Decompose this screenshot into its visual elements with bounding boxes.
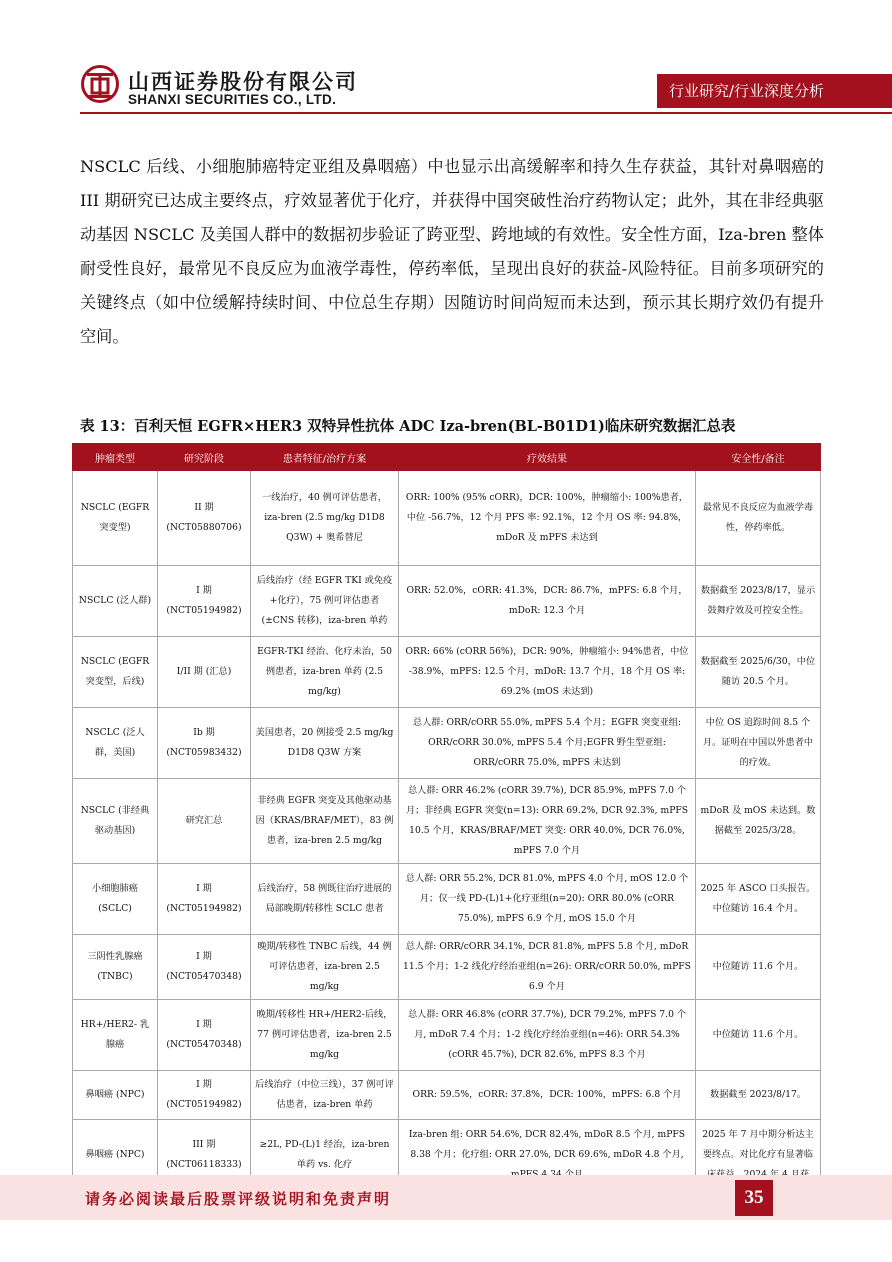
table-row [73, 864, 821, 935]
clinical-data-table [72, 443, 821, 1191]
cell-safety: 中位随访 11.6 个月。 [696, 1000, 821, 1071]
cell-phase: I 期 (NCT05194982) [158, 1071, 251, 1120]
table-row [73, 935, 821, 1000]
page-header [0, 0, 892, 120]
cell-patients: EGFR-TKI 经治、化疗未治，50 例患者，iza-bren 单药 (2.5 mg/kg) [251, 637, 399, 708]
col-header-patients: 患者特征/治疗方案 [251, 444, 399, 471]
cell-phase: I/II 期 (汇总) [158, 637, 251, 708]
table-row [73, 708, 821, 779]
cell-phase: III 期 (NCT06118333) [158, 1120, 251, 1191]
cell-phase: I 期 (NCT05194982) [158, 566, 251, 637]
cell-phase: 研究汇总 [158, 779, 251, 864]
cell-efficacy: ORR: 66% (cORR 56%)，DCR: 90%，肿瘤缩小: 94%患者，中位 -38.9%，mPFS: 12.5 个月，mDoR: 13.7 个月，18 个月 OS 率: 69.2% (mOS 未达到) [399, 637, 696, 708]
cell-patients: 后线治疗（中位三线），37 例可评估患者，iza-bren 单药 [251, 1071, 399, 1120]
cell-efficacy: ORR: 52.0%，cORR: 41.3%，DCR: 86.7%，mPFS: 6.8 个月，mDoR: 12.3 个月 [399, 566, 696, 637]
page-number: 35 [735, 1180, 773, 1216]
cell-patients: 晚期/转移性 TNBC 后线，44 例可评估患者，iza-bren 2.5 mg/kg [251, 935, 399, 1000]
cell-safety: 中位随访 11.6 个月。 [696, 935, 821, 1000]
cell-safety: 数据截至 2023/8/17，显示鼓舞疗效及可控安全性。 [696, 566, 821, 637]
company-name-en: SHANXI SECURITIES CO., LTD. [128, 92, 337, 107]
col-header-safety: 安全性/备注 [696, 444, 821, 471]
cell-patients: 一线治疗，40 例可评估患者，iza-bren (2.5 mg/kg D1D8 Q3W) + 奥希替尼 [251, 471, 399, 566]
cell-patients: ≥2L, PD-(L)1 经治，iza-bren 单药 vs. 化疗 [251, 1120, 399, 1191]
section-label: 行业研究/行业深度分析 [657, 74, 892, 108]
table-row [73, 637, 821, 708]
cell-efficacy: 总人群: ORR 46.8% (cORR 37.7%), DCR 79.2%, mPFS 7.0 个月, mDoR 7.4 个月；1-2 线化疗经治亚组(n=46): ORR 54.3% (cORR 45.7%), DCR 82.6%, mPFS 8.3 个月 [399, 1000, 696, 1071]
cell-tumor: NSCLC (泛人群，美国) [73, 708, 158, 779]
cell-phase: Ib 期 (NCT05983432) [158, 708, 251, 779]
cell-efficacy: ORR: 59.5%，cORR: 37.8%，DCR: 100%，mPFS: 6.8 个月 [399, 1071, 696, 1120]
cell-tumor: HR+/HER2- 乳腺癌 [73, 1000, 158, 1071]
table-row [73, 779, 821, 864]
cell-efficacy: Iza-bren 组: ORR 54.6%, DCR 82.4%, mDoR 8.5 个月, mPFS 8.38 个月；化疗组: ORR 27.0%, DCR 69.6%, mDoR 4.8 个月, [399, 1120, 696, 1191]
header-divider [80, 112, 892, 114]
cell-phase: II 期 (NCT05880706) [158, 471, 251, 566]
company-logo-icon [80, 64, 120, 104]
col-header-tumor: 肿瘤类型 [73, 444, 158, 471]
cell-patients: 晚期/转移性 HR+/HER2-后线，77 例可评估患者，iza-bren 2.5 mg/kg [251, 1000, 399, 1071]
cell-efficacy: 总人群: ORR 55.2%, DCR 81.0%, mPFS 4.0 个月, mOS 12.0 个月；仅一线 PD-(L)1+化疗亚组(n=20): ORR 80.0% (cORR 75.0%), mPFS 6.9 个月, mOS 15.0 个月 [399, 864, 696, 935]
col-header-efficacy: 疗效结果 [399, 444, 696, 471]
cell-patients: 非经典 EGFR 突变及其他驱动基因（KRAS/BRAF/MET），83 例患者，iza-bren 2.5 mg/kg [251, 779, 399, 864]
cell-safety: 2025 年 ASCO 口头报告。中位随访 16.4 个月。 [696, 864, 821, 935]
table-row [73, 1000, 821, 1071]
cell-tumor: NSCLC (泛人群) [73, 566, 158, 637]
cell-safety: 2025 年 7 月中期分析达主要终点。对比化疗有显著临 [696, 1120, 821, 1191]
table-row [73, 1071, 821, 1120]
table-row [73, 566, 821, 637]
table-row [73, 471, 821, 566]
cell-phase: I 期 (NCT05470348) [158, 935, 251, 1000]
cell-patients: 后线治疗，58 例既往治疗进展的局部晚期/转移性 SCLC 患者 [251, 864, 399, 935]
cell-safety: 数据截至 2025/6/30，中位随访 20.5 个月。 [696, 637, 821, 708]
cell-efficacy: 总人群: ORR/cORR 34.1%, DCR 81.8%, mPFS 5.8 个月, mDoR 11.5 个月；1-2 线化疗经治亚组(n=26): ORR/cORR 50.0%, mPFS 6.9 个月 [399, 935, 696, 1000]
cell-tumor: 鼻咽癌 (NPC) [73, 1120, 158, 1191]
table-header-row [73, 444, 821, 471]
cell-efficacy: 总人群: ORR 46.2% (cORR 39.7%), DCR 85.9%, mPFS 7.0 个月；非经典 EGFR 突变(n=13): ORR 69.2%, DCR 92.3%, mPFS 10.5 个月，KRAS/BRAF/MET 突变: ORR 40.0%, DCR 76.0%, mPFS 7.0 个月 [399, 779, 696, 864]
body-paragraph: NSCLC 后线、小细胞肺癌特定亚组及鼻咽癌）中也显示出高缓解率和持久生存获益，其针对鼻咽癌的 III 期研究已达成主要终点，疗效显著优于化疗，并获得中国突破性治疗药物认定；此外，其在非经典驱动基因 NSCLC 及美国人群中的数据初步验证了跨亚型、跨地域的有效性。安全性方面，Iza-bren 整体耐受性良好，最常见不良反应为血液学毒性，停药率低，呈现出良好的获益-风险特征。目前多项研究的关键终点（如中位缓解持续时间、中位总生存期）因随访时间尚短而未达到，预示其长期疗效仍有提升空间。 [80, 157, 824, 346]
cell-patients: 美国患者，20 例接受 2.5 mg/kg D1D8 Q3W 方案 [251, 708, 399, 779]
cell-phase: I 期 (NCT05194982) [158, 864, 251, 935]
cell-tumor: NSCLC (EGFR 突变型，后线) [73, 637, 158, 708]
cell-efficacy: 总人群: ORR/cORR 55.0%, mPFS 5.4 个月；EGFR 突变亚组: ORR/cORR 30.0%, mPFS 5.4 个月;EGFR 野生型亚组: ORR/cORR 75.0%, mPFS 未达到 [399, 708, 696, 779]
cell-tumor: NSCLC (非经典驱动基因) [73, 779, 158, 864]
cell-tumor: 三阴性乳腺癌 (TNBC) [73, 935, 158, 1000]
cell-tumor: NSCLC (EGFR 突变型) [73, 471, 158, 566]
cell-patients: 后线治疗（经 EGFR TKI 或免疫+化疗），75 例可评估患者(±CNS 转移)，iza-bren 单药 [251, 566, 399, 637]
table-caption: 表 13：百利天恒 EGFR×HER3 双特异性抗体 ADC Iza-bren(BL-B01D1)临床研究数据汇总表 [80, 418, 736, 435]
cell-safety: 数据截至 2023/8/17。 [696, 1071, 821, 1120]
footer-disclaimer: 请务必阅读最后股票评级说明和免责声明 [85, 1190, 392, 1208]
cell-tumor: 鼻咽癌 (NPC) [73, 1071, 158, 1120]
cell-efficacy: ORR: 100% (95% cORR)，DCR: 100%，肿瘤缩小: 100%患者，中位 -56.7%，12 个月 PFS 率: 92.1%，12 个月 OS 率: 94.8%，mDoR 及 mPFS 未达到 [399, 471, 696, 566]
cell-tumor: 小细胞肺癌 (SCLC) [73, 864, 158, 935]
col-header-phase: 研究阶段 [158, 444, 251, 471]
company-name-cn: 山西证券股份有限公司 [128, 70, 358, 94]
cell-safety: mDoR 及 mOS 未达到。数据截至 2025/3/28。 [696, 779, 821, 864]
cell-safety: 中位 OS 追踪时间 8.5 个月。证明在中国以外患者中的疗效。 [696, 708, 821, 779]
cell-safety: 最常见不良反应为血液学毒性，停药率低。 [696, 471, 821, 566]
cell-phase: I 期 (NCT05470348) [158, 1000, 251, 1071]
